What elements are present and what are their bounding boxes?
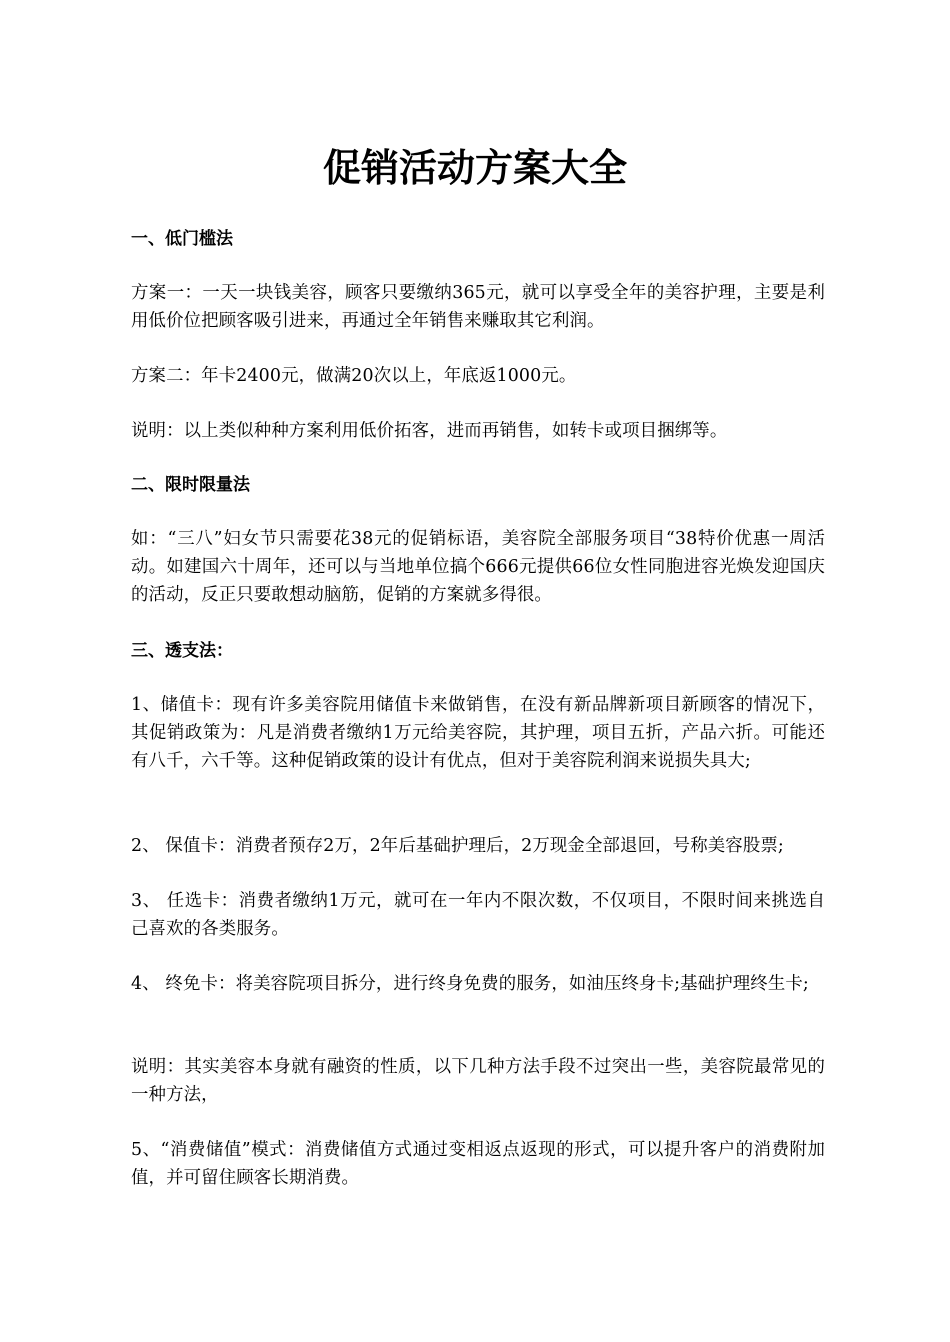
document-title: 促销活动方案大全 (322, 146, 627, 190)
paragraph-plan-one: 方案一：一天一块钱美容，顾客只要缴纳365元，就可以享受全年的美容护理，主要是利用低价位把顾客吸引进来，再通过全年销售来赚取其它利润。 (131, 283, 825, 331)
section-heading-3: 三、透支法： (131, 641, 233, 661)
paragraph-item-4: 4、 终免卡：将美容院项目拆分，进行终身免费的服务，如油压终身卡;基础护理终生卡; (131, 974, 809, 994)
section-heading-2: 二、限时限量法 (131, 475, 250, 495)
paragraph-note-2: 说明：其实美容本身就有融资的性质，以下几种方法手段不过突出一些，美容院最常见的一种方法， (131, 1057, 825, 1105)
paragraph-item-1: 1、储值卡：现有许多美容院用储值卡来做销售，在没有新品牌新项目新顾客的情况下，其促销政策为：凡是消费者缴纳1万元给美容院，其护理，项目五折，产品六折。可能还有八千，六千等。这种促销政策的设计有优点，但对于美容院利润来说损失具大; (131, 695, 825, 771)
paragraph-item-5: 5、“消费储值”模式：消费储值方式通过变相返点返现的形式，可以提升客户的消费附加值，并可留住顾客长期消费。 (131, 1140, 825, 1188)
paragraph-item-3: 3、 任选卡：消费者缴纳1万元，就可在一年内不限次数，不仅项目，不限时间来挑选自己喜欢的各类服务。 (131, 891, 825, 939)
paragraph-example: 如：“三八”妇女节只需要花38元的促销标语，美容院全部服务项目“38特价优惠一周活动。如建国六十周年，还可以与当地单位搞个666元提供66位女性同胞进容光焕发迎国庆的活动，反正只要敢想动脑筋，促销的方案就多得很。 (131, 529, 825, 605)
paragraph-note-1: 说明：以上类似种种方案利用低价拓客，进而再销售，如转卡或项目捆绑等。 (131, 421, 728, 441)
section-heading-1: 一、低门槛法 (131, 229, 233, 249)
paragraph-plan-two: 方案二：年卡2400元，做满20次以上，年底返1000元。 (131, 366, 577, 386)
paragraph-item-2: 2、 保值卡：消费者预存2万，2年后基础护理后，2万现金全部退回，号称美容股票; (131, 836, 784, 856)
